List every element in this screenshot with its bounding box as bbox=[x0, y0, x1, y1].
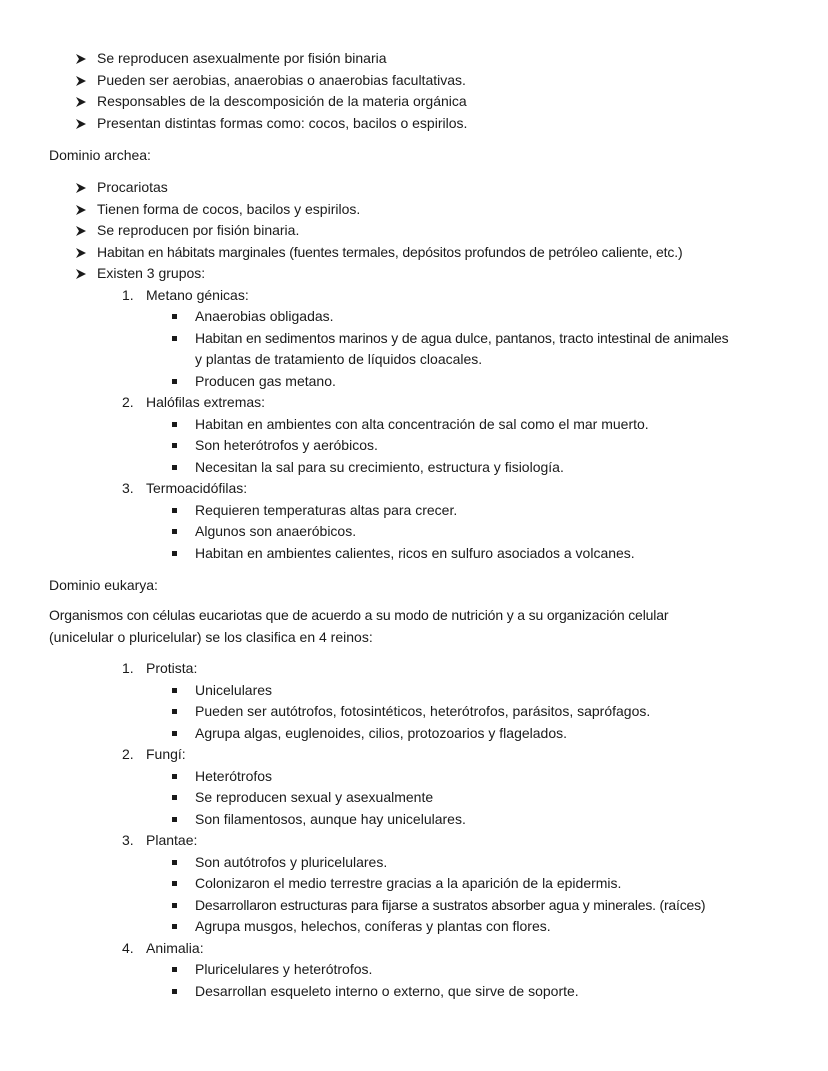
square-bullet-icon bbox=[172, 379, 177, 384]
numbered-item: 2. Halófilas extremas: bbox=[122, 394, 266, 410]
arrow-bullet-icon bbox=[75, 225, 87, 237]
square-bullet-icon bbox=[172, 989, 177, 994]
square-bullet-icon bbox=[172, 551, 177, 556]
square-bullet-icon bbox=[172, 774, 177, 779]
square-bullet-icon bbox=[172, 709, 177, 714]
numbered-item: 3. Plantae: bbox=[122, 832, 198, 848]
arrow-bullet-icon bbox=[75, 182, 87, 194]
square-bullet-icon bbox=[172, 529, 177, 534]
numbered-item: 1. Metano génicas: bbox=[122, 286, 249, 303]
square-bullet-icon bbox=[172, 314, 177, 319]
square-bullet-icon bbox=[172, 903, 177, 908]
arrow-bullet-icon bbox=[75, 247, 87, 259]
section-heading-eukarya: Dominio eukarya: bbox=[49, 577, 158, 593]
square-bullet-icon bbox=[172, 795, 177, 800]
paragraph-line: (unicelular o pluricelular) se los clasifica en 4 reinos: bbox=[49, 628, 373, 645]
numbered-item: 3. Termoacidófilas: bbox=[122, 480, 248, 496]
arrow-bullet-icon bbox=[75, 53, 87, 65]
arrow-bullet-icon bbox=[75, 75, 87, 87]
square-bullet-icon bbox=[172, 924, 177, 929]
square-bullet-icon bbox=[172, 860, 177, 865]
sub-bullet-continuation: y plantas de tratamiento de líquidos cloacales. bbox=[195, 351, 483, 367]
arrow-bullet-icon bbox=[75, 96, 87, 108]
arrow-bullet-icon bbox=[75, 268, 87, 280]
square-bullet-icon bbox=[172, 508, 177, 513]
numbered-item: 4. Animalia: bbox=[122, 939, 204, 956]
square-bullet-icon bbox=[172, 688, 177, 693]
arrow-bullet-icon bbox=[75, 118, 87, 130]
square-bullet-icon bbox=[172, 731, 177, 736]
numbered-item: 1. Protista: bbox=[122, 660, 198, 676]
paragraph-line: Organismos con células eucariotas que de acuerdo a su modo de nutrición y a su organización celular bbox=[49, 607, 669, 623]
square-bullet-icon bbox=[172, 422, 177, 427]
square-bullet-icon bbox=[172, 336, 177, 341]
square-bullet-icon bbox=[172, 881, 177, 886]
square-bullet-icon bbox=[172, 465, 177, 470]
square-bullet-icon bbox=[172, 817, 177, 822]
square-bullet-icon bbox=[172, 443, 177, 448]
document-page: Se reproducen asexualmente por fisión binaria Pueden ser aerobias, anaerobias o anaerobias facultativas. Responsables de la descomposición de la materia orgánica Presentan distintas formas como: cocos, bacilos o espirilos. Dominio archea: Procariotas Tienen forma de cocos, bacilos y espirilos. Se reproducen por fisión binaria. Habitan en hábitats marginales (fuentes termales, depósitos profundos de petróleo caliente, etc.) Existen 3 grupos: 1. Metano génicas: Anaerobias obligadas. Habitan en sedimentos marinos y de agua dulce, pantanos, tracto intestinal de animales y plantas de tratamiento de líquidos cloacales. Producen gas metano. 2. Halófilas extremas: Habitan en ambientes con alta concentración de sal como el mar muerto. Son heterótrofos y aeróbicos. Necesitan la sal para su crecimiento, estructura y fisiología. 3. Termoacidófilas: Requieren temperaturas altas para crecer. Algunos son anaeróbicos. Habitan en ambientes calientes, ricos en sulfuro asociados a volcanes. Dominio eukarya: Organismos con células eucariotas que de acuerdo a su modo de nutrición y a su organización celular (unicelular o pluricelular) se los clasifica en 4 reinos: 1. Protista: Unicelulares Pueden ser autótrofos, fotosintéticos, heterótrofos, parásitos, saprófagos. Agrupa algas, euglenoides, cilios, protozoarios y flagelados. 2. Fungí: Heterótrofos Se reproducen sexual y asexualmente Son filamentosos, aunque hay unicelulares. 3. Plantae: Son autótrofos y pluricelulares. Colonizaron el medio terrestre gracias a la aparición de la epidermis. Desarrollaron estructuras para fijarse a sustratos absorber agua y minerales. (raíces) Agrupa musgos, helechos, coníferas y plantas con flores. 4. Animalia: Pluricelulares y heterótrofos. Desarrollan esqueleto interno o externo, que sirve de soporte. bbox=[49, 50, 729, 999]
square-bullet-icon bbox=[172, 967, 177, 972]
section-heading-archaea: Dominio archea: bbox=[49, 147, 151, 163]
numbered-item: 2. Fungí: bbox=[122, 746, 186, 762]
arrow-bullet-icon bbox=[75, 204, 87, 216]
